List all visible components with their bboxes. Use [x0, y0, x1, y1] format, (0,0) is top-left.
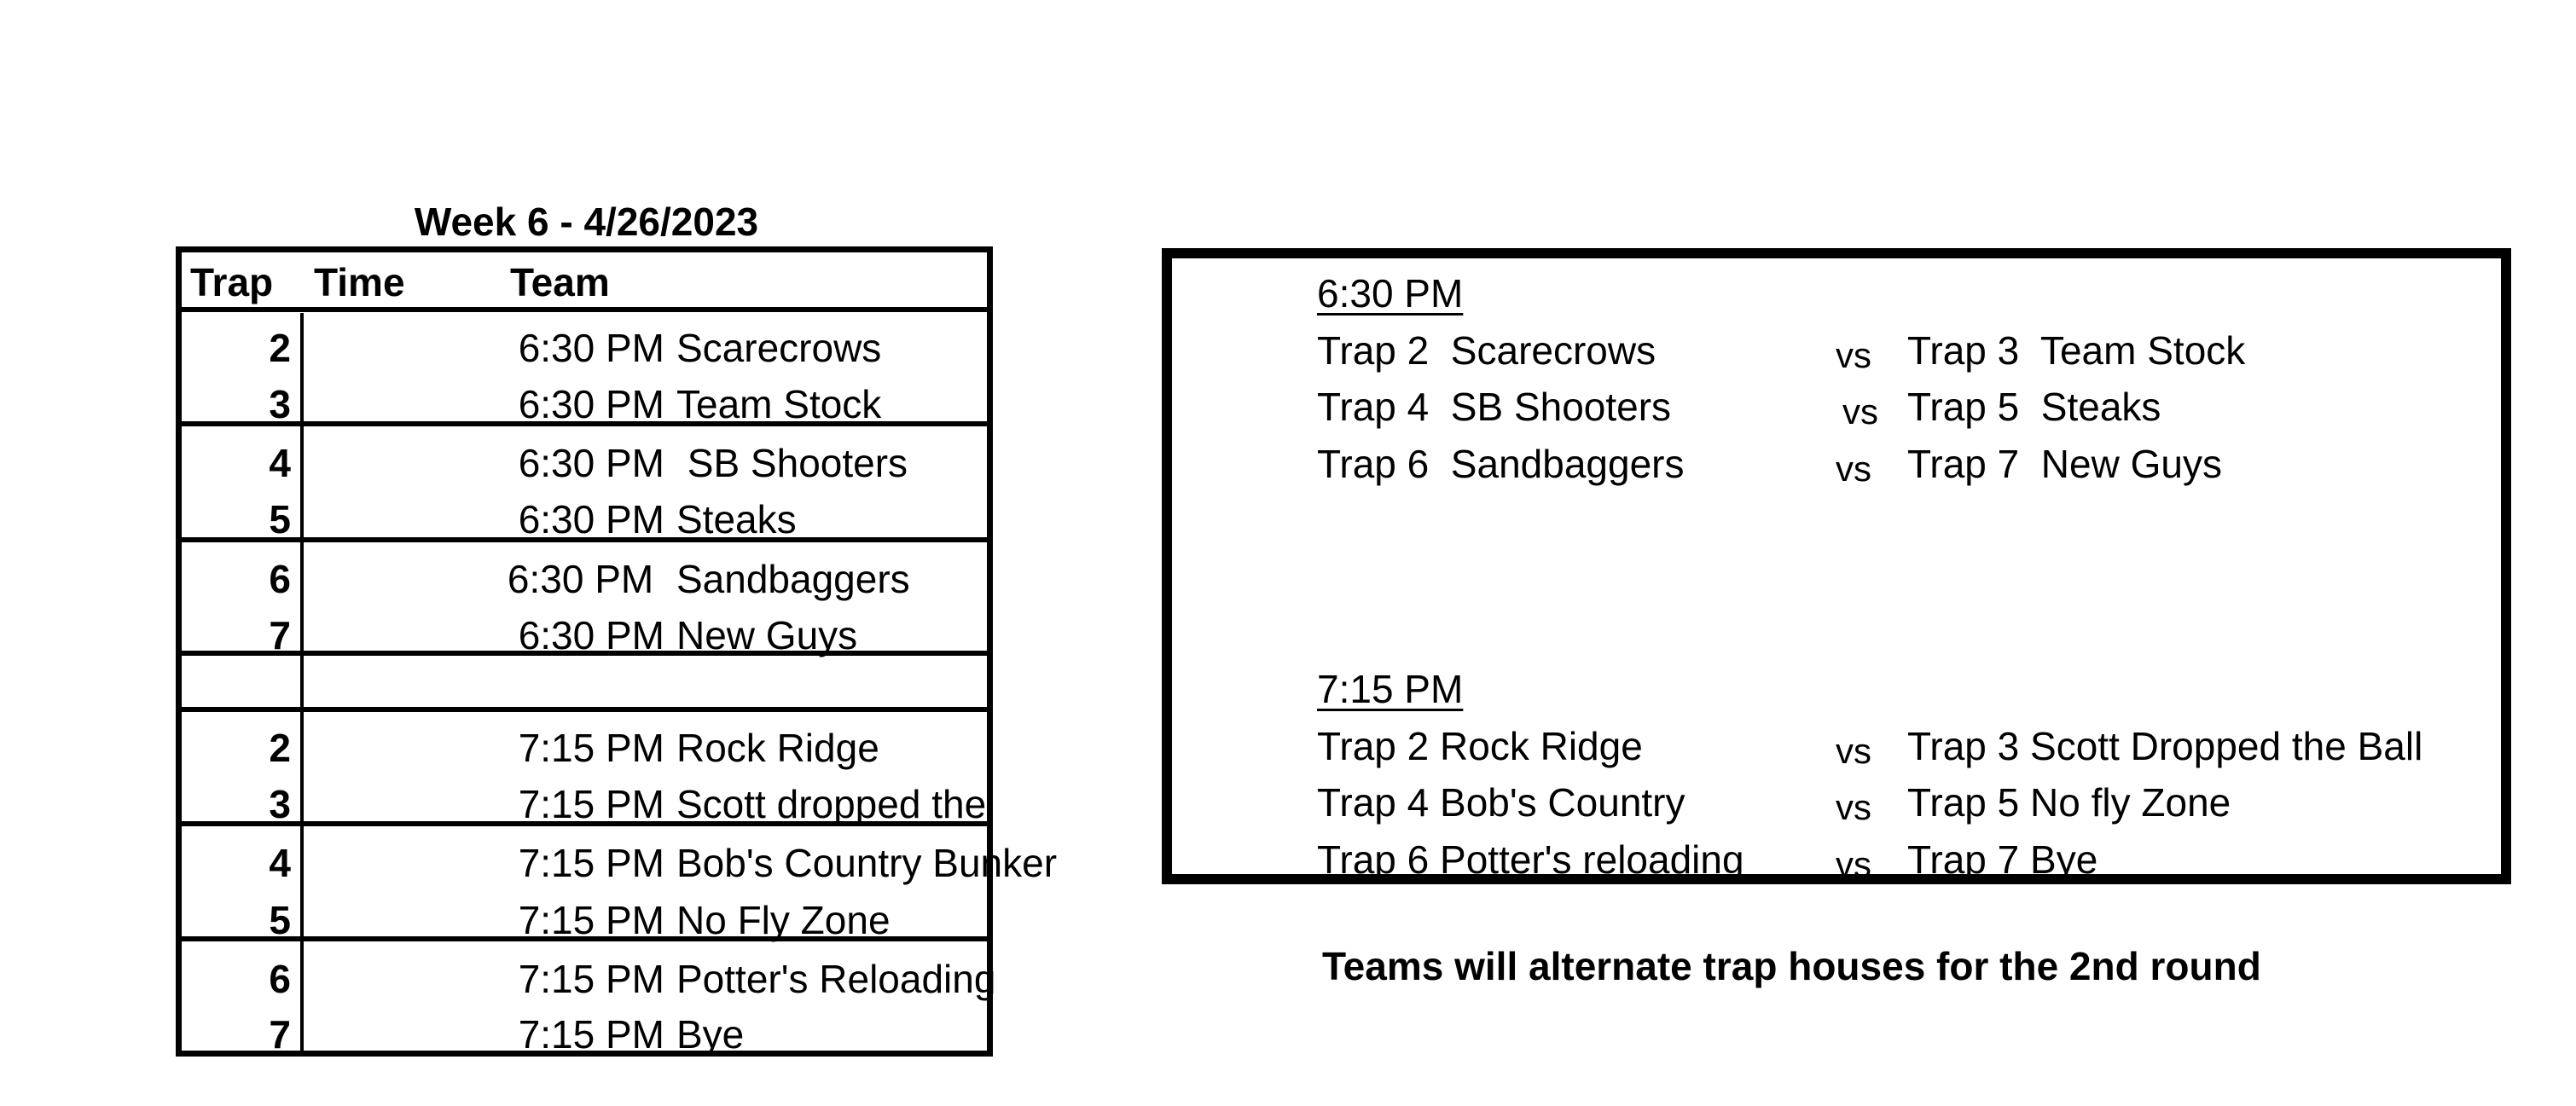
- trap-number: 2: [269, 326, 291, 370]
- shoot-time: 6:30 PM: [507, 557, 664, 601]
- shoot-time: 6:30 PM: [518, 441, 664, 485]
- team-name: Rock Ridge: [676, 726, 879, 770]
- shoot-time: 7:15 PM: [518, 1012, 664, 1057]
- team-name: No Fly Zone: [676, 898, 891, 942]
- shoot-time: 6:30 PM: [518, 382, 664, 426]
- matchup-right: Trap 7 Bye: [1907, 837, 2098, 882]
- team-name: Team Stock: [676, 382, 882, 426]
- header-time: Time: [314, 260, 405, 304]
- vs-label: vs: [1836, 449, 1871, 489]
- shoot-time: 7:15 PM: [518, 841, 664, 885]
- team-name: Scarecrows: [676, 326, 882, 370]
- matchup-left: Trap 4 SB Shooters: [1317, 385, 1672, 429]
- shoot-time: 7:15 PM: [518, 957, 664, 1001]
- team-name: Bob's Country Bunker: [676, 841, 1058, 885]
- trap-number: 3: [269, 782, 291, 826]
- trap-number: 7: [269, 613, 291, 657]
- matchup-right: Trap 5 Steaks: [1907, 385, 2161, 429]
- shoot-time: 7:15 PM: [518, 898, 664, 942]
- vs-label: vs: [1836, 335, 1871, 375]
- trap-number: 4: [269, 841, 291, 885]
- round-time: 6:30 PM: [1317, 271, 1464, 316]
- shoot-time: 6:30 PM: [518, 613, 664, 657]
- row-divider: [182, 307, 987, 312]
- matchup-right: Trap 7 New Guys: [1907, 442, 2222, 486]
- trap-number: 4: [269, 441, 291, 485]
- trap-number: 5: [269, 497, 291, 541]
- schedule-title: Week 6 - 4/26/2023: [414, 200, 759, 244]
- matchup-right: Trap 3 Team Stock: [1907, 328, 2246, 373]
- trap-number: 6: [269, 957, 291, 1001]
- matchup-left: Trap 4 Bob's Country: [1317, 780, 1685, 825]
- alternate-note: Teams will alternate trap houses for the 2nd round: [1322, 944, 2261, 988]
- trap-number: 5: [269, 898, 291, 942]
- matchup-left: Trap 2 Scarecrows: [1317, 328, 1656, 373]
- matchup-right: Trap 3 Scott Dropped the Ball: [1907, 724, 2423, 768]
- matchup-left: Trap 6 Sandbaggers: [1317, 442, 1685, 486]
- shoot-time: 6:30 PM: [518, 326, 664, 370]
- team-name: Scott dropped the: [676, 782, 987, 826]
- schedule-table: [176, 246, 1058, 1057]
- matchups-box: [1162, 248, 2511, 884]
- header-team: Team: [510, 260, 610, 304]
- header-trap: Trap: [190, 260, 274, 304]
- vs-label: vs: [1836, 731, 1871, 771]
- shoot-time: 7:15 PM: [518, 782, 664, 826]
- matchup-right: Trap 5 No fly Zone: [1907, 780, 2231, 825]
- trap-number: 7: [269, 1012, 291, 1057]
- team-name: Bye: [676, 1012, 745, 1057]
- team-name: SB Shooters: [676, 441, 908, 485]
- team-name: Potter's Reloading: [676, 957, 996, 1001]
- matchup-left: Trap 6 Potter's reloading: [1317, 837, 1744, 882]
- trap-number: 3: [269, 382, 291, 426]
- vs-label: vs: [1836, 787, 1871, 827]
- trap-number: 2: [269, 726, 291, 770]
- matchup-left: Trap 2 Rock Ridge: [1317, 724, 1643, 768]
- trap-number: 6: [269, 557, 291, 601]
- shoot-time: 6:30 PM: [518, 497, 664, 541]
- team-name: Sandbaggers: [676, 557, 910, 601]
- row-divider: [182, 707, 987, 712]
- vs-label: vs: [1842, 391, 1878, 431]
- team-name: Steaks: [676, 497, 797, 541]
- shoot-time: 7:15 PM: [518, 726, 664, 770]
- team-name: New Guys: [676, 613, 858, 657]
- round-time: 7:15 PM: [1317, 667, 1464, 711]
- vs-label: vs: [1836, 844, 1871, 884]
